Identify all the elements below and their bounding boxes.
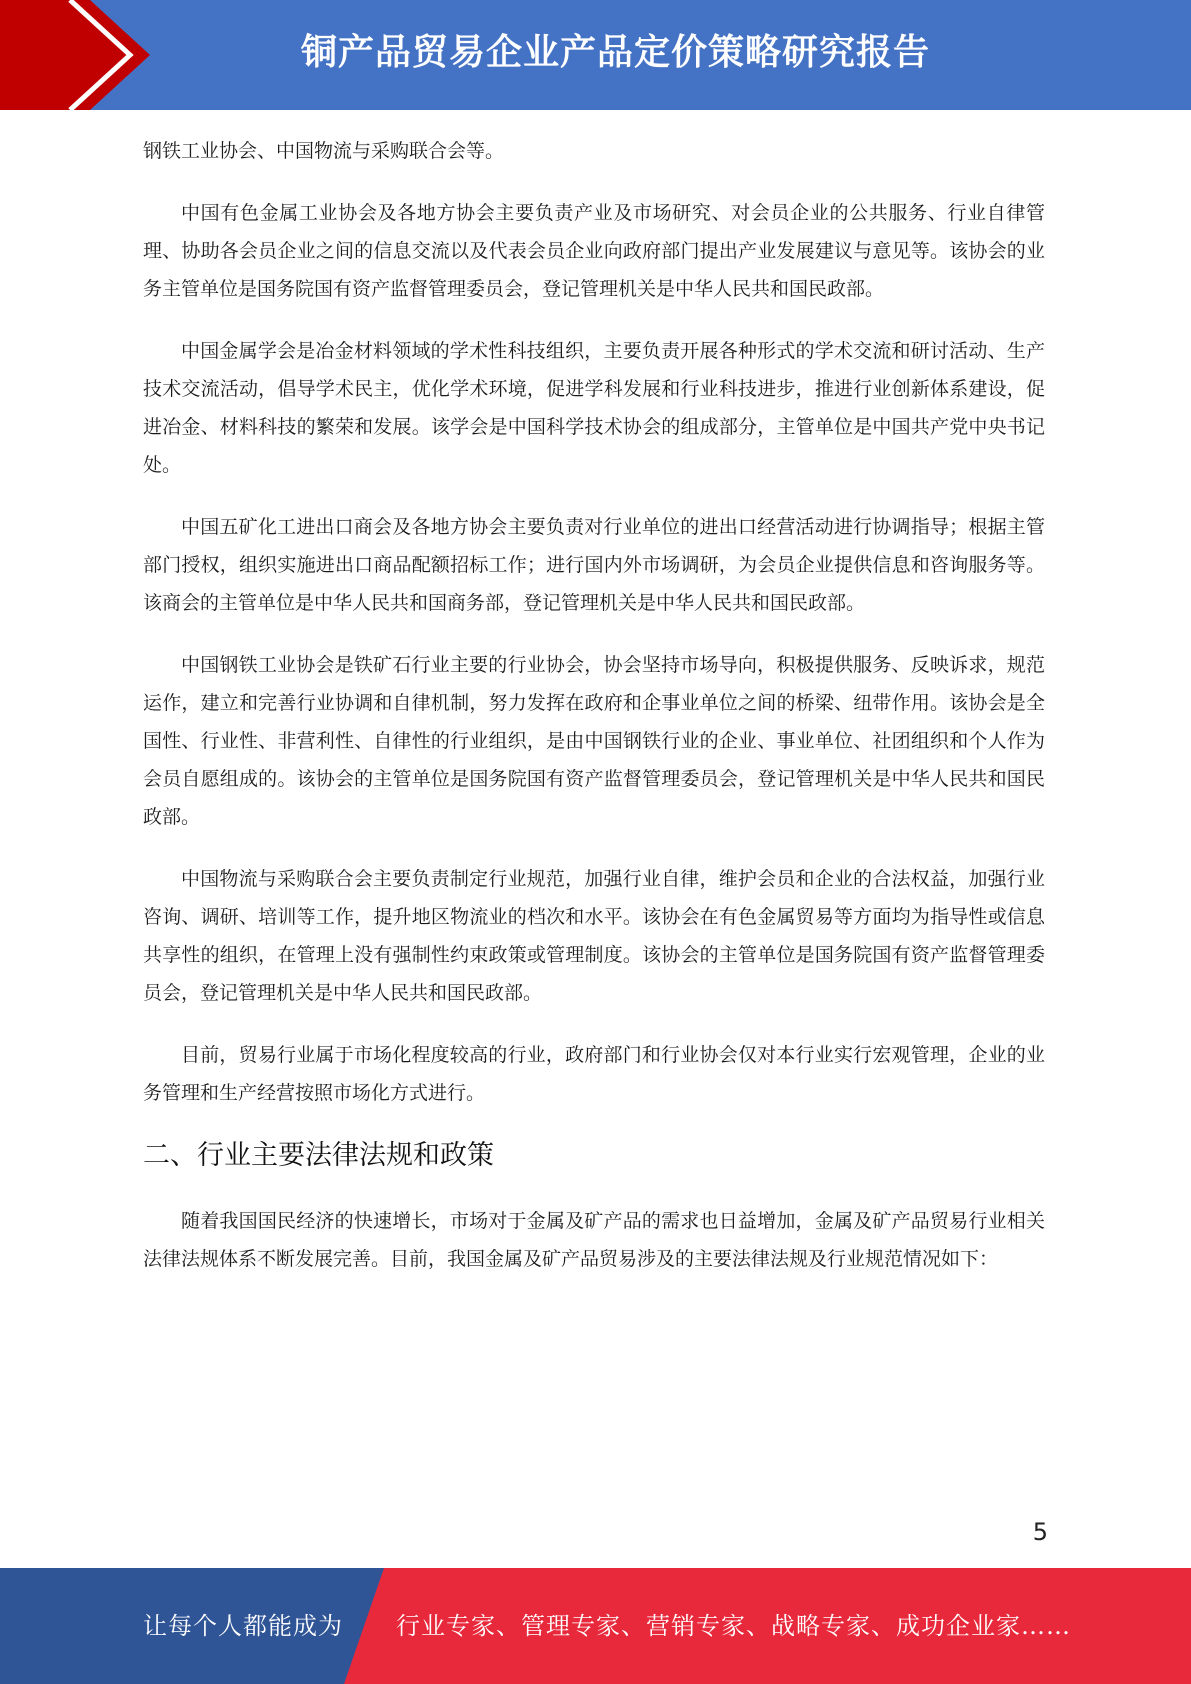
page-number: 5: [1032, 1518, 1048, 1546]
paragraph-market-management: 目前，贸易行业属于市场化程度较高的行业，政府部门和行业协会仅对本行业实行宏观管理，企业的业务管理和生产经营按照市场化方式进行。: [143, 1044, 1045, 1104]
section-heading: 二、行业主要法律法规和政策: [143, 1140, 494, 1171]
main-content: [143, 132, 1045, 1302]
paragraph-continuation: 钢铁工业协会、中国物流与采购联合会等。: [143, 140, 505, 162]
paragraph-minmetals-chamber: 中国五矿化工进出口商会及各地方协会主要负责对行业单位的进出口经营活动进行协调指导；根据主管部门授权，组织实施进出口商品配额招标工作；进行国内外市场调研，为会员企业提供信息和咨询服务等。该商会的主管单位是中华人民共和国商务部，登记管理机关是中华人民共和国民政部。: [143, 516, 1045, 614]
paragraph-laws-intro: 随着我国国民经济的快速增长，市场对于金属及矿产品的需求也日益增加，金属及矿产品贸易行业相关法律法规体系不断发展完善。目前，我国金属及矿产品贸易涉及的主要法律法规及行业规范情况如下：: [143, 1210, 1045, 1270]
footer-slogan-left: 让每个人都能成为: [143, 1612, 343, 1640]
page-footer: [0, 1568, 1191, 1684]
paragraph-metals-society: 中国金属学会是冶金材料领域的学术性科技组织，主要负责开展各种形式的学术交流和研讨活动、生产技术交流活动，倡导学术民主，优化学术环境，促进学科发展和行业科技进步，推进行业创新体系建设，促进冶金、材料科技的繁荣和发展。该学会是中国科学技术协会的组成部分，主管单位是中国共产党中央书记处。: [143, 340, 1045, 476]
paragraph-nonferrous-association: 中国有色金属工业协会及各地方协会主要负责产业及市场研究、对会员企业的公共服务、行业自律管理、协助各会员企业之间的信息交流以及代表会员企业向政府部门提出产业发展建议与意见等。该协会的业务主管单位是国务院国有资产监督管理委员会，登记管理机关是中华人民共和国民政部。: [143, 202, 1045, 300]
page-header: [0, 0, 1191, 110]
paragraph-logistics-federation: 中国物流与采购联合会主要负责制定行业规范，加强行业自律，维护会员和企业的合法权益，加强行业咨询、调研、培训等工作，提升地区物流业的档次和水平。该协会在有色金属贸易等方面均为指导性或信息共享性的组织，在管理上没有强制性约束政策或管理制度。该协会的主管单位是国务院国有资产监督管理委员会，登记管理机关是中华人民共和国民政部。: [143, 868, 1045, 1004]
footer-slogan-right: 行业专家、管理专家、营销专家、战略专家、成功企业家……: [396, 1612, 1071, 1640]
header-red-chevron: [0, 0, 150, 110]
paragraph-steel-association: 中国钢铁工业协会是铁矿石行业主要的行业协会，协会坚持市场导向，积极提供服务、反映诉求，规范运作，建立和完善行业协调和自律机制，努力发挥在政府和企事业单位之间的桥梁、纽带作用。该协会是全国性、行业性、非营利性、自律性的行业组织，是由中国钢铁行业的企业、事业单位、社团组织和个人作为会员自愿组成的。该协会的主管单位是国务院国有资产监督管理委员会，登记管理机关是中华人民共和国民政部。: [143, 654, 1045, 828]
report-title: 铜产品贸易企业产品定价策略研究报告: [300, 32, 930, 73]
